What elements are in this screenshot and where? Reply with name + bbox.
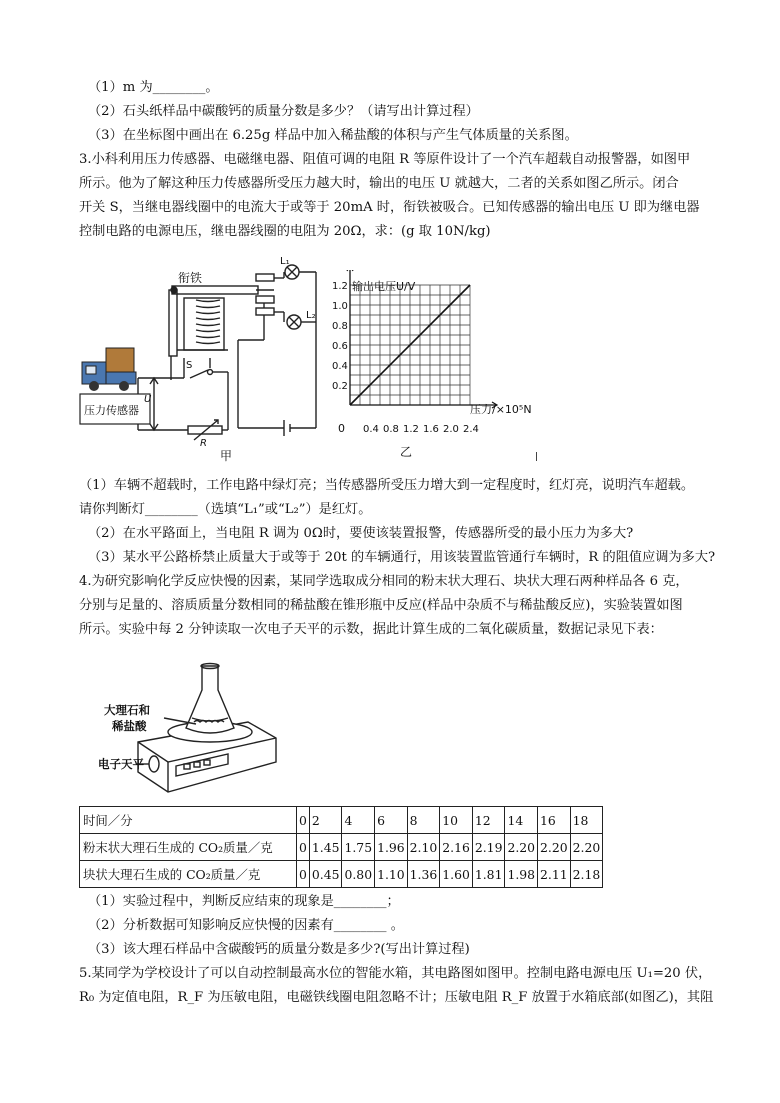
- table-row-label: 块状大理石生成的 CO₂质量／克: [80, 861, 297, 888]
- question-3-part-3: （3）某水平公路桥禁止质量大于或等于 20t 的车辆通行，用该装置监管通行车辆时，R 的阻值应调为多大?: [88, 550, 716, 565]
- question-5-text-1: 5.某同学为学校设计了可以自动控制最高水位的智能水箱，其电路图如图甲。控制电路电源电压 U₁=20 伏，: [79, 966, 712, 981]
- sensor-label: 压力传感器: [84, 404, 139, 417]
- table-cell: 1.98: [505, 861, 538, 888]
- table-cell: 1.81: [472, 861, 505, 888]
- table-cell: 0: [297, 834, 310, 861]
- question-2-part-1: （1）m 为________。: [88, 80, 219, 95]
- question-3-part-1: （1）车辆不超载时，工作电路中绿灯亮；当传感器所受压力增大到一定程度时，红灯亮，说明汽车超载。: [79, 478, 695, 493]
- table-row-label: 粉末状大理石生成的 CO₂质量／克: [80, 834, 297, 861]
- table-cell: 2.19: [472, 834, 505, 861]
- question-3-text-4: 控制电路的电源电压，继电器线圈的电阻为 20Ω，求：(g 取 10N/kg): [79, 224, 491, 239]
- question-5-text-2: R₀ 为定值电阻，R_F 为压敏电阻，电磁铁线圈电阻忽略不计；压敏电阻 R_F 放置于水箱底部(如图乙)，其阻: [79, 990, 714, 1005]
- label-marble: 大理石和: [104, 703, 150, 717]
- table-cell: 0: [297, 861, 310, 888]
- table-cell: 1.96: [375, 834, 408, 861]
- truck-icon: [82, 348, 136, 391]
- table-cell: 1.10: [375, 861, 408, 888]
- x-tick-label: 1.6: [423, 424, 439, 435]
- y-tick-label: 0.6: [332, 341, 348, 352]
- question-3-text-3: 开关 S，当继电器线圈中的电流大于或等于 20mA 时，衔铁被吸合。已知传感器的输出电压 U 即为继电器: [79, 200, 700, 215]
- graph-origin: 0: [338, 422, 345, 435]
- table-cell: 10: [440, 807, 473, 834]
- question-4-part-1: （1）实验过程中，判断反应结束的现象是________；: [88, 894, 400, 909]
- table-cell: 2.16: [440, 834, 473, 861]
- table-cell: 16: [538, 807, 571, 834]
- table-row: [80, 834, 603, 861]
- table-cell: 2.11: [538, 861, 571, 888]
- table-cell: 2.18: [570, 861, 603, 888]
- resistor-r-label: R: [200, 438, 207, 449]
- armature-label: 衔铁: [178, 271, 203, 285]
- table-cell: 1.75: [342, 834, 375, 861]
- table-cell: 12: [472, 807, 505, 834]
- table-cell: 1.36: [407, 861, 440, 888]
- question-3-text-1: 3.小科利用压力传感器、电磁继电器、阻值可调的电阻 R 等原件设计了一个汽车超载自动报警器，如图甲: [79, 152, 691, 167]
- graph-ylabel: 输出电压U/V: [352, 280, 416, 293]
- table-cell: 4: [342, 807, 375, 834]
- figure-graph: [330, 270, 570, 465]
- table-cell: 6: [375, 807, 408, 834]
- scan-mark: [536, 452, 537, 461]
- table-header-row: [80, 807, 603, 834]
- table-cell: 1.60: [440, 861, 473, 888]
- question-3-part-2: （2）在水平路面上，当电阻 R 调为 0Ω时，要使该装置报警，传感器所受的最小压力为多大?: [88, 526, 634, 541]
- figure-b-caption: 乙: [400, 445, 413, 459]
- label-balance: 电子天平: [98, 757, 144, 771]
- x-tick-label: 0.8: [383, 424, 399, 435]
- table-cell: 14: [505, 807, 538, 834]
- figure-circuit: [78, 250, 328, 465]
- y-tick-label: 0.4: [332, 361, 348, 372]
- switch-s-label: S: [186, 360, 193, 371]
- question-2-part-3: （3）在坐标图中画出在 6.25g 样品中加入稀盐酸的体积与产生气体质量的关系图。: [88, 128, 578, 143]
- table-cell: 2.10: [407, 834, 440, 861]
- question-4-text-1: 4.为研究影响化学反应快慢的因素，某同学选取成分相同的粉末状大理石、块状大理石两种样品各 6 克，: [79, 574, 689, 589]
- table-cell: 18: [570, 807, 603, 834]
- y-tick-label: 1.2: [332, 281, 348, 292]
- x-tick-label: 2.4: [463, 424, 479, 435]
- question-3-text-2: 所示。他为了解这种压力传感器所受压力越大时，输出的电压 U 就越大，二者的关系如图乙所示。闭合: [79, 176, 679, 191]
- question-4-part-3: （3）该大理石样品中含碳酸钙的质量分数是多少?(写出计算过程): [88, 942, 470, 957]
- x-tick-label: 0.4: [363, 424, 379, 435]
- voltage-u-label: U: [144, 394, 152, 405]
- question-2-part-2: （2）石头纸样品中碳酸钙的质量分数是多少？（请写出计算过程）: [88, 104, 479, 119]
- table-header-label: 时间／分: [80, 807, 297, 834]
- y-tick-label: 0.8: [332, 321, 348, 332]
- y-tick-label: 1.0: [332, 301, 348, 312]
- table-cell: 0.80: [342, 861, 375, 888]
- table-cell: 2.20: [538, 834, 571, 861]
- table-cell: 0.45: [309, 861, 342, 888]
- graph-xlabel: 压力/×10⁵N: [470, 403, 532, 416]
- question-4-part-2: （2）分析数据可知影响反应快慢的因素有________ 。: [88, 918, 404, 933]
- figure-balance: [98, 660, 298, 800]
- question-3-part-1-b: 请你判断灯________（选填“L₁”或“L₂”）是红灯。: [79, 502, 372, 517]
- question-4-text-2: 分别与足量的、溶质质量分数相同的稀盐酸在锥形瓶中反应(样品中杂质不与稀盐酸反应)，实验装置如图: [79, 598, 683, 613]
- table-cell: 2.20: [505, 834, 538, 861]
- lamp-l2-label: L₂: [306, 310, 316, 321]
- label-acid: 稀盐酸: [112, 719, 147, 733]
- x-tick-label: 2.0: [443, 424, 459, 435]
- question-4-text-3: 所示。实验中每 2 分钟读取一次电子天平的示数，据此计算生成的二氧化碳质量，数据记录见下表：: [79, 622, 663, 637]
- table-cell: 0: [297, 807, 310, 834]
- x-tick-label: 1.2: [403, 424, 419, 435]
- table-cell: 2: [309, 807, 342, 834]
- table-row: [80, 861, 603, 888]
- table-cell: 2.20: [570, 834, 603, 861]
- figure-a-caption: 甲: [220, 449, 233, 463]
- data-table: [79, 806, 603, 888]
- lamp-l1-label: L₁: [280, 256, 290, 267]
- y-tick-label: 0.2: [332, 381, 348, 392]
- table-cell: 8: [407, 807, 440, 834]
- table-cell: 1.45: [309, 834, 342, 861]
